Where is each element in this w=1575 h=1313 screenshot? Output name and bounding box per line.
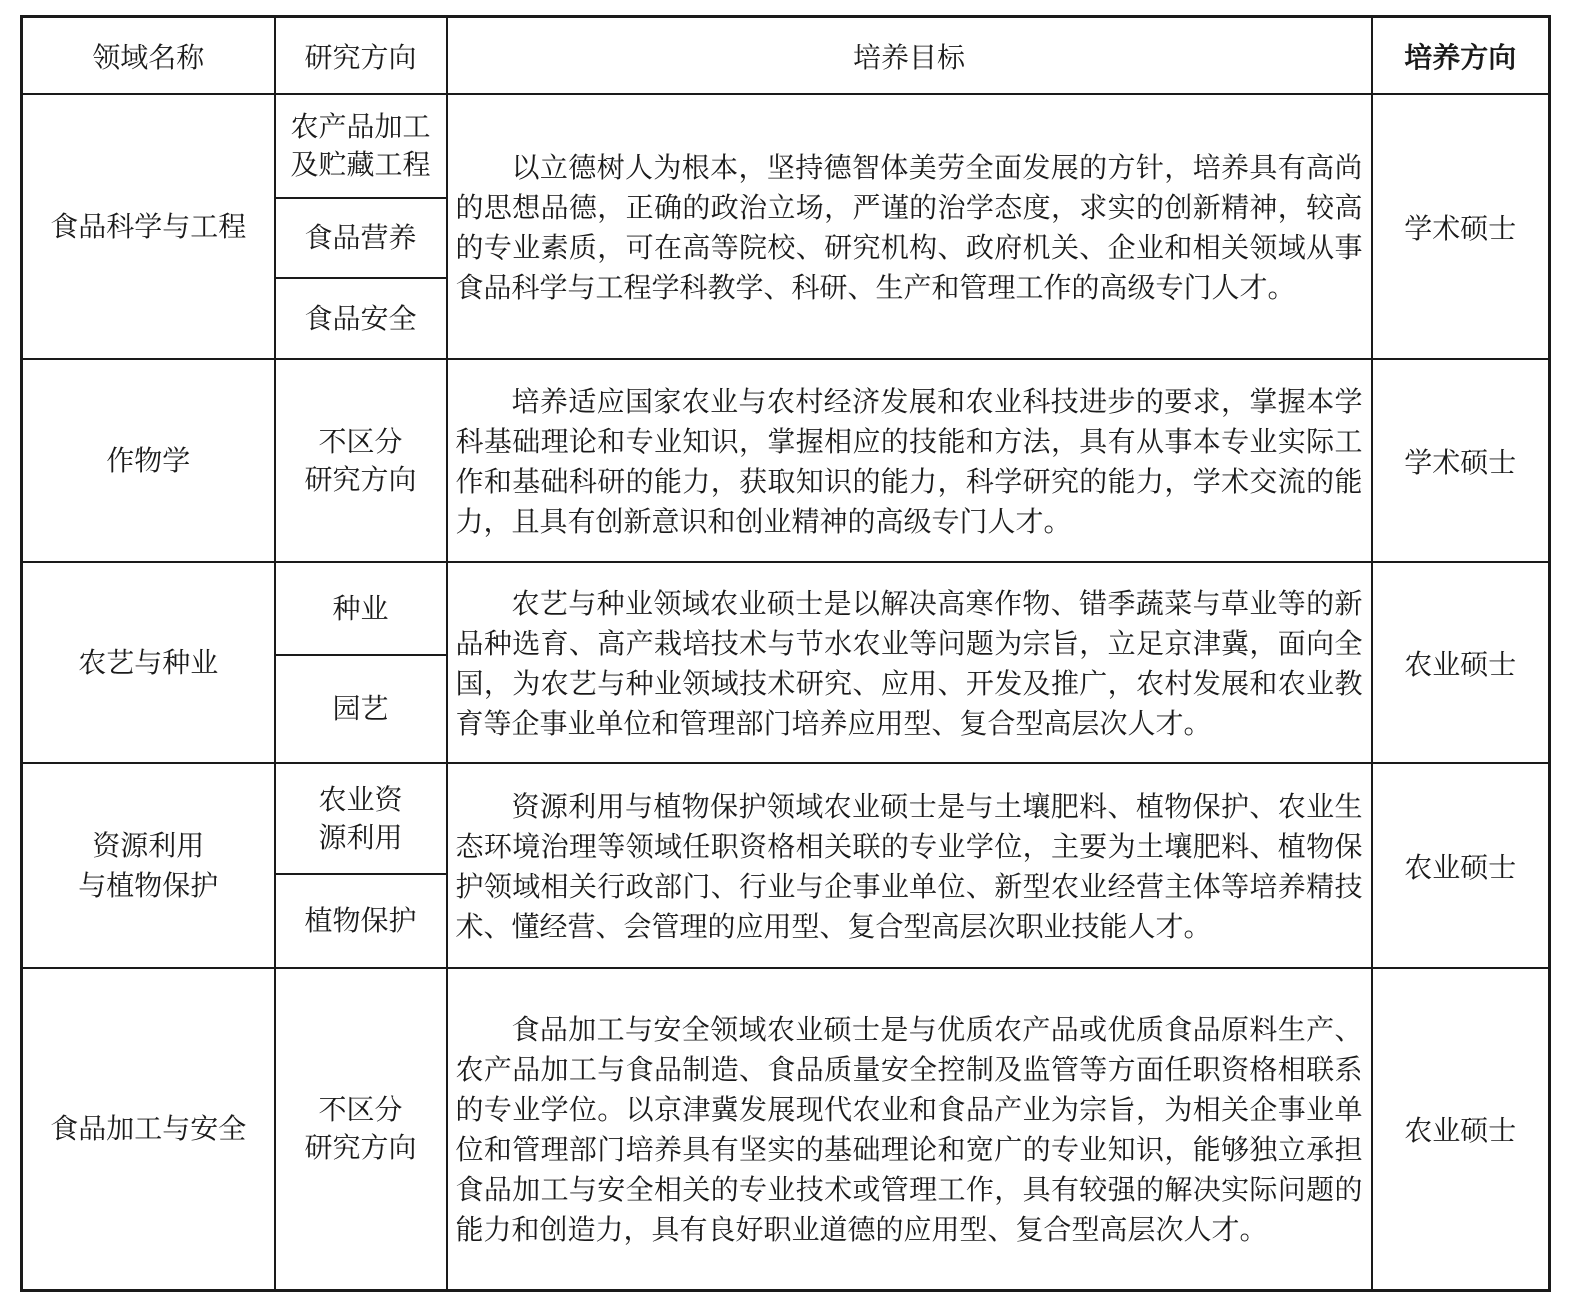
direction-cell: 食品营养 [275, 198, 447, 278]
degree-cell: 农业硕士 [1372, 763, 1550, 968]
table-row [22, 94, 1550, 198]
goal-cell: 农艺与种业领域农业硕士是以解决高寒作物、错季蔬菜与草业等的新品种选育、高产栽培技术与节水农业等问题为宗旨，立足京津冀，面向全国，为农艺与种业领域技术研究、应用、开发及推广，农村发展和农业教育等企事业单位和管理部门培养应用型、复合型高层次人才。 [447, 562, 1372, 763]
table-row [22, 968, 1550, 1290]
goal-cell: 资源利用与植物保护领域农业硕士是与土壤肥料、植物保护、农业生态环境治理等领域任职资格相关联的专业学位，主要为土壤肥料、植物保护领域相关行政部门、行业与企事业单位、新型农业经营主体等培养精技术、懂经营、会管理的应用型、复合型高层次职业技能人才。 [447, 763, 1372, 968]
degree-cell: 农业硕士 [1372, 562, 1550, 763]
field-cell: 资源利用 与植物保护 [22, 763, 275, 968]
direction-cell: 不区分 研究方向 [275, 359, 447, 562]
field-cell: 农艺与种业 [22, 562, 275, 763]
direction-cell: 农业资 源利用 [275, 763, 447, 874]
degree-cell: 学术硕士 [1372, 359, 1550, 562]
field-cell: 食品科学与工程 [22, 94, 275, 359]
program-table [20, 15, 1551, 1292]
header-goal: 培养目标 [447, 17, 1372, 95]
direction-cell: 农产品加工 及贮藏工程 [275, 94, 447, 198]
direction-cell: 植物保护 [275, 874, 447, 968]
goal-cell: 食品加工与安全领域农业硕士是与优质农产品或优质食品原料生产、农产品加工与食品制造、食品质量安全控制及监管等方面任职资格相联系的专业学位。以京津冀发展现代农业和食品产业为宗旨，为相关企事业单位和管理部门培养具有坚实的基础理论和宽广的专业知识，能够独立承担食品加工与安全相关的专业技术或管理工作，具有较强的解决实际问题的能力和创造力，具有良好职业道德的应用型、复合型高层次人才。 [447, 968, 1372, 1290]
header-row [22, 17, 1550, 95]
table-row [22, 359, 1550, 562]
field-cell: 作物学 [22, 359, 275, 562]
header-degree: 培养方向 [1372, 17, 1550, 95]
table-row [22, 763, 1550, 874]
table-row [22, 562, 1550, 655]
degree-cell: 农业硕士 [1372, 968, 1550, 1290]
header-direction: 研究方向 [275, 17, 447, 95]
goal-cell: 以立德树人为根本，坚持德智体美劳全面发展的方针，培养具有高尚的思想品德，正确的政治立场，严谨的治学态度，求实的创新精神，较高的专业素质，可在高等院校、研究机构、政府机关、企业和相关领域从事食品科学与工程学科教学、科研、生产和管理工作的高级专门人才。 [447, 94, 1372, 359]
direction-cell: 园艺 [275, 655, 447, 763]
degree-cell: 学术硕士 [1372, 94, 1550, 359]
direction-cell: 种业 [275, 562, 447, 655]
header-field: 领域名称 [22, 17, 275, 95]
goal-cell: 培养适应国家农业与农村经济发展和农业科技进步的要求，掌握本学科基础理论和专业知识，掌握相应的技能和方法，具有从事本专业实际工作和基础科研的能力，获取知识的能力，科学研究的能力，学术交流的能力，且具有创新意识和创业精神的高级专门人才。 [447, 359, 1372, 562]
direction-cell: 食品安全 [275, 278, 447, 359]
field-cell: 食品加工与安全 [22, 968, 275, 1290]
direction-cell: 不区分 研究方向 [275, 968, 447, 1290]
